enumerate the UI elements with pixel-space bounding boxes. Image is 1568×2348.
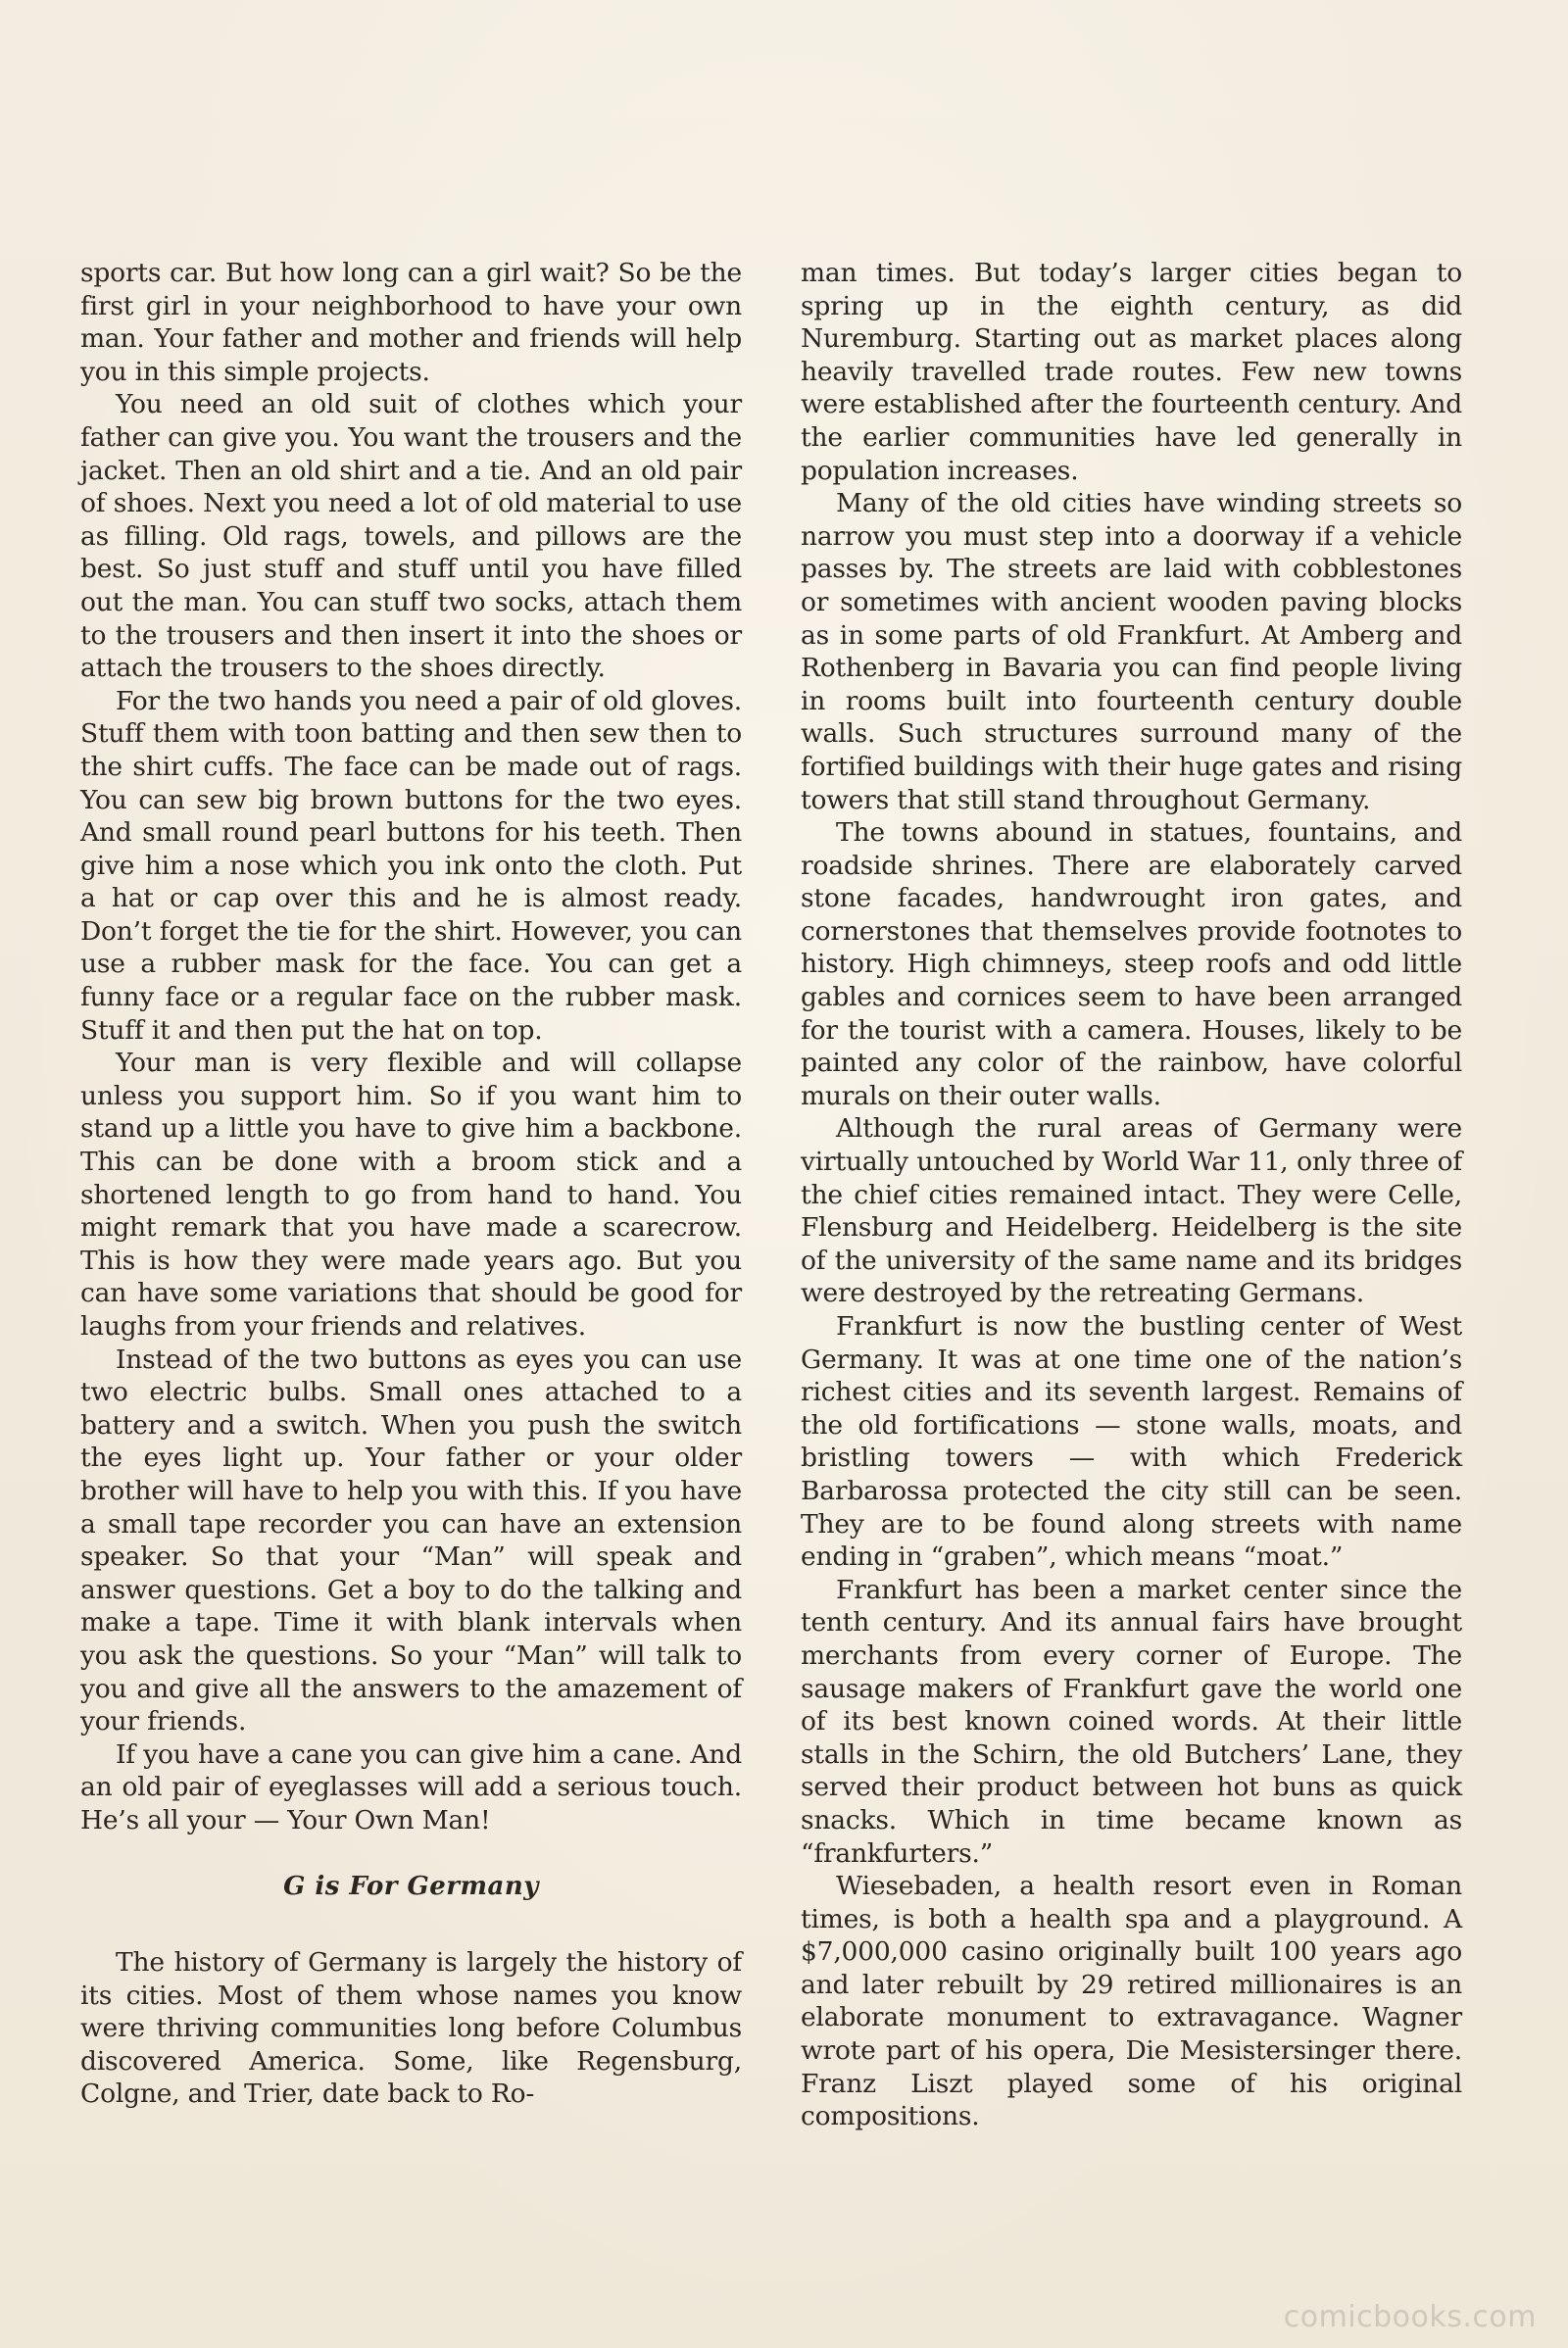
paragraph: The history of Germany is largely the history of its cities. Most of them whose names you know were thriving communities long before Columbus discovered America. Some, like Regensburg, Colgne, and Trier, date back to Ro- xyxy=(80,1947,742,2110)
paragraph: man times. But today’s larger cities began to spring up in the eighth century, as did Nuremburg. Starting out as market places along heavily travelled trade routes. Few new towns were established after the fourteenth century. And the earlier communities have led generally in population increases. xyxy=(801,258,1462,486)
paragraph: Although the rural areas of Germany were virtually untouched by World War 11, only three of the chief cities remained intact. They were Celle, Flensburg and Heidelberg. Heidelberg is the site of the university of the same name and its bridges were destroyed by the retreating Germans. xyxy=(801,1113,1462,1309)
paragraph: You need an old suit of clothes which your father can give you. You want the trousers and the jacket. Then an old shirt and a tie. And an old pair of shoes. Next you need a lot of old material to use as filling. Old rags, towels, and pillows are the best. So just stuff and stuff until you have filled out the man. You can stuff two socks, attach them to the trousers and then insert it into the shoes or attach the trousers to the shoes directly. xyxy=(80,389,742,684)
paragraph: Frankfurt is now the bustling center of West Germany. It was at one time one of the nation’s richest cities and its seventh largest. Remains of the old fortifications — stone walls, moats, and bristling towers — with which Frederick Barbarossa protected the city still can be seen. They are to be found along streets with name ending in “graben”, which means “moat.” xyxy=(801,1311,1462,1573)
paragraph: Frankfurt has been a market center since the tenth century. And its annual fairs have brought merchants from every corner of Europe. The sausage makers of Frankfurt gave the world one of its best known coined words. At their little stalls in the Schirn, the old Butchers’ Lane, they served their product between hot buns as quick snacks. Which in time became known as “frankfurters.” xyxy=(801,1574,1462,1869)
paragraph: Instead of the two buttons as eyes you can use two electric bulbs. Small ones attached to a battery and a switch. When you push the switch the eyes light up. Your father or your older brother will have to help you with this. If you have a small tape recorder you can have an extension speaker. So that your “Man” will speak and answer questions. Get a boy to do the talking and make a tape. Time it with blank intervals when you ask the questions. So your “Man” will talk to you and give all the answers to the amazement of your friends. xyxy=(80,1344,742,1737)
paragraph: If you have a cane you can give him a cane. And an old pair of eyeglasses will add a serious touch. He’s all your — Your Own Man! xyxy=(80,1738,742,1835)
left-column xyxy=(80,257,742,2111)
watermark-logo: comicbooks.com xyxy=(1283,2300,1537,2334)
section-heading: G is For Germany xyxy=(283,1871,539,1901)
paragraph: Many of the old cities have winding streets so narrow you must step into a doorway if a vehicle passes by. The streets are laid with cobblestones or sometimes with ancient wooden paving blocks as in some parts of old Frankfurt. At Amberg and Rothenberg in Bavaria you can find people living in rooms built into fourteenth century double walls. Such structures surround many of the fortified buildings with their huge gates and rising towers that still stand throughout Germany. xyxy=(801,488,1462,815)
right-column xyxy=(801,257,1462,2133)
paragraph: The towns abound in statues, fountains, and roadside shrines. There are elaborately carved stone facades, handwrought iron gates, and cornerstones that themselves provide footnotes to history. High chimneys, steep roofs and odd little gables and cornices seem to have been arranged for the tourist with a camera. Houses, likely to be painted any color of the rainbow, have colorful murals on their outer walls. xyxy=(801,817,1462,1111)
paragraph: Wiesebaden, a health resort even in Roman times, is both a health spa and a playground. A $7,000,000 casino originally built 100 years ago and later rebuilt by 29 retired millionaires is an elaborate monument to extravagance. Wagner wrote part of his opera, Die Mesistersinger there. Franz Liszt played some of his original compositions. xyxy=(801,1871,1462,2132)
paragraph: For the two hands you need a pair of old gloves. Stuff them with toon batting and then sew then to the shirt cuffs. The face can be made out of rags. You can sew big brown buttons for the two eyes. And small round pearl buttons for his teeth. Then give him a nose which you ink onto the cloth. Put a hat or cap over this and he is almost ready. Don’t forget the tie for the shirt. However, you can use a rubber mask for the face. You can get a funny face or a regular face on the rubber mask. Stuff it and then put the hat on top. xyxy=(80,685,742,1046)
paragraph: sports car. But how long can a girl wait? So be the first girl in your neighborhood to have your own man. Your father and mother and friends will help you in this simple projects. xyxy=(80,258,742,387)
paragraph: Your man is very flexible and will collapse unless you support him. So if you want him to stand up a little you have to give him a backbone. This can be done with a broom stick and a shortened length to go from hand to hand. You might remark that you have made a scarecrow. This is how they were made years ago. But you can have some variations that should be good for laughs from your friends and relatives. xyxy=(80,1048,742,1342)
